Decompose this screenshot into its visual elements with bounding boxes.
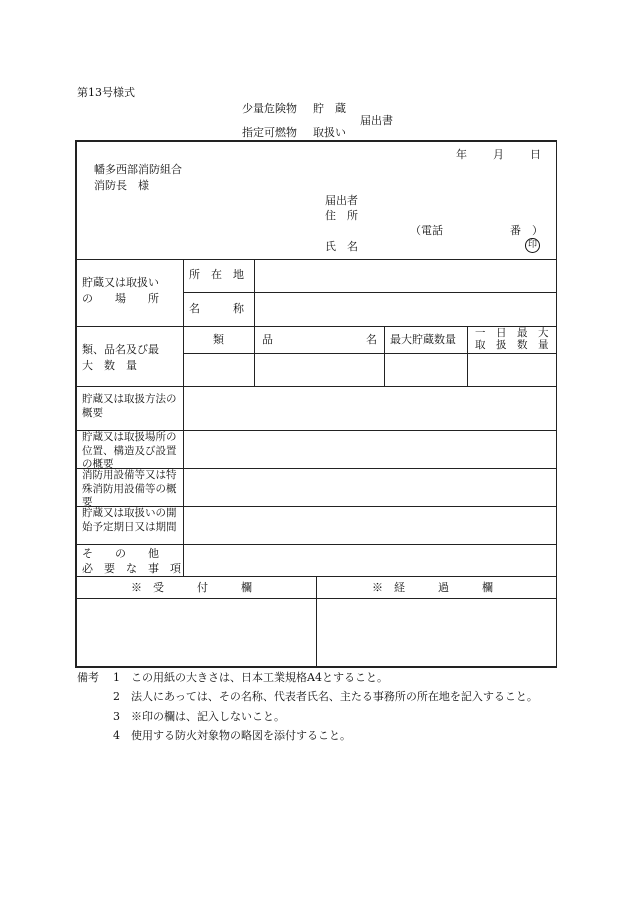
rule-v (183, 259, 184, 576)
row-schedule-label: 貯蔵又は取扱いの開始予定期日又は期間 (82, 507, 177, 533)
date-month: 月 (493, 148, 504, 161)
title-line1-kind: 少量危険物 (242, 102, 297, 115)
col-name-header-right: 名 (366, 333, 377, 346)
notes-label: 備考 (77, 671, 99, 684)
rule-v (254, 259, 255, 326)
form-number: 第13号様式 (77, 86, 135, 99)
rule (183, 353, 556, 354)
note-text: この用紙の大きさは、日本工業規格A4とすること。 (131, 671, 388, 684)
note-num: 4 (113, 729, 120, 742)
rule (75, 386, 557, 387)
other-label-line1: そ の 他 (82, 547, 159, 560)
title-line2-action: 取扱い (313, 126, 346, 139)
location-label-line2-text: の 場 所 (82, 292, 159, 305)
rule (75, 259, 557, 260)
date-day: 日 (530, 148, 541, 161)
addressee-org: 幡多西部消防組合 (94, 163, 182, 176)
rule (183, 292, 556, 293)
applicant-name-label: 氏 名 (325, 240, 358, 253)
note-num: 3 (113, 710, 120, 723)
note-text: 使用する防火対象物の略図を添付すること。 (131, 729, 351, 742)
title-suffix: 届出書 (360, 114, 393, 127)
rule-v (467, 326, 468, 386)
materials-label-line1: 類、品名及び最 (82, 343, 159, 356)
frame-left (75, 140, 77, 667)
frame-right (556, 140, 558, 667)
note-num: 1 (113, 671, 120, 684)
location-label-line1-text: 貯蔵又は取扱い (82, 276, 159, 289)
rule (75, 544, 557, 545)
applicant-label: 届出者 (325, 194, 358, 207)
note-text: 法人にあっては、その名称、代表者氏名、主たる事務所の所在地を記入すること。 (131, 690, 538, 703)
col-max-header: 最大貯蔵数量 (390, 333, 456, 346)
phone-label: （電話 (410, 224, 443, 237)
location-address-label: 所 在 地 (189, 268, 244, 281)
materials-label-line2: 大 数 量 (82, 359, 137, 372)
title-line1-action: 貯 蔵 (313, 102, 346, 115)
seal-text: 印 (527, 240, 537, 250)
row-firefighting-label: 消防用設備等又は特殊消防用設備等の概要 (82, 469, 177, 508)
note-num: 2 (113, 690, 120, 703)
col-type-header: 類 (213, 333, 224, 346)
location-name-label: 名 称 (189, 302, 244, 315)
other-label-line2: 必 要 な 事 項 (82, 562, 181, 575)
seal-mark (525, 238, 540, 253)
progress-header: ※ 経 過 欄 (372, 581, 493, 594)
reception-header: ※ 受 付 欄 (131, 581, 252, 594)
row-structure-label: 貯蔵又は取扱場所の位置、構造及び設置の概要 (82, 431, 177, 470)
addressee-title: 消防長 様 (94, 179, 149, 192)
rule-v (254, 326, 255, 386)
col-daily-header-line2: 取 扱 数 量 (475, 339, 549, 351)
note-text: ※印の欄は、記入しないこと。 (131, 710, 285, 723)
col-daily-header-line1: 一 日 最 大 (475, 327, 549, 339)
date-year: 年 (456, 148, 467, 161)
frame-top (75, 140, 557, 142)
applicant-address-label: 住 所 (325, 209, 358, 222)
location-label-line1 (82, 276, 178, 289)
row-method-label: 貯蔵又は取扱方法の概要 (82, 393, 177, 419)
title-line2-kind: 指定可燃物 (242, 126, 297, 139)
location-label-line2 (82, 292, 178, 305)
col-name-header-left: 品 (262, 333, 273, 346)
rule-v (316, 576, 317, 667)
rule-v (384, 326, 385, 386)
phone-suffix: 番 ） (510, 224, 543, 237)
